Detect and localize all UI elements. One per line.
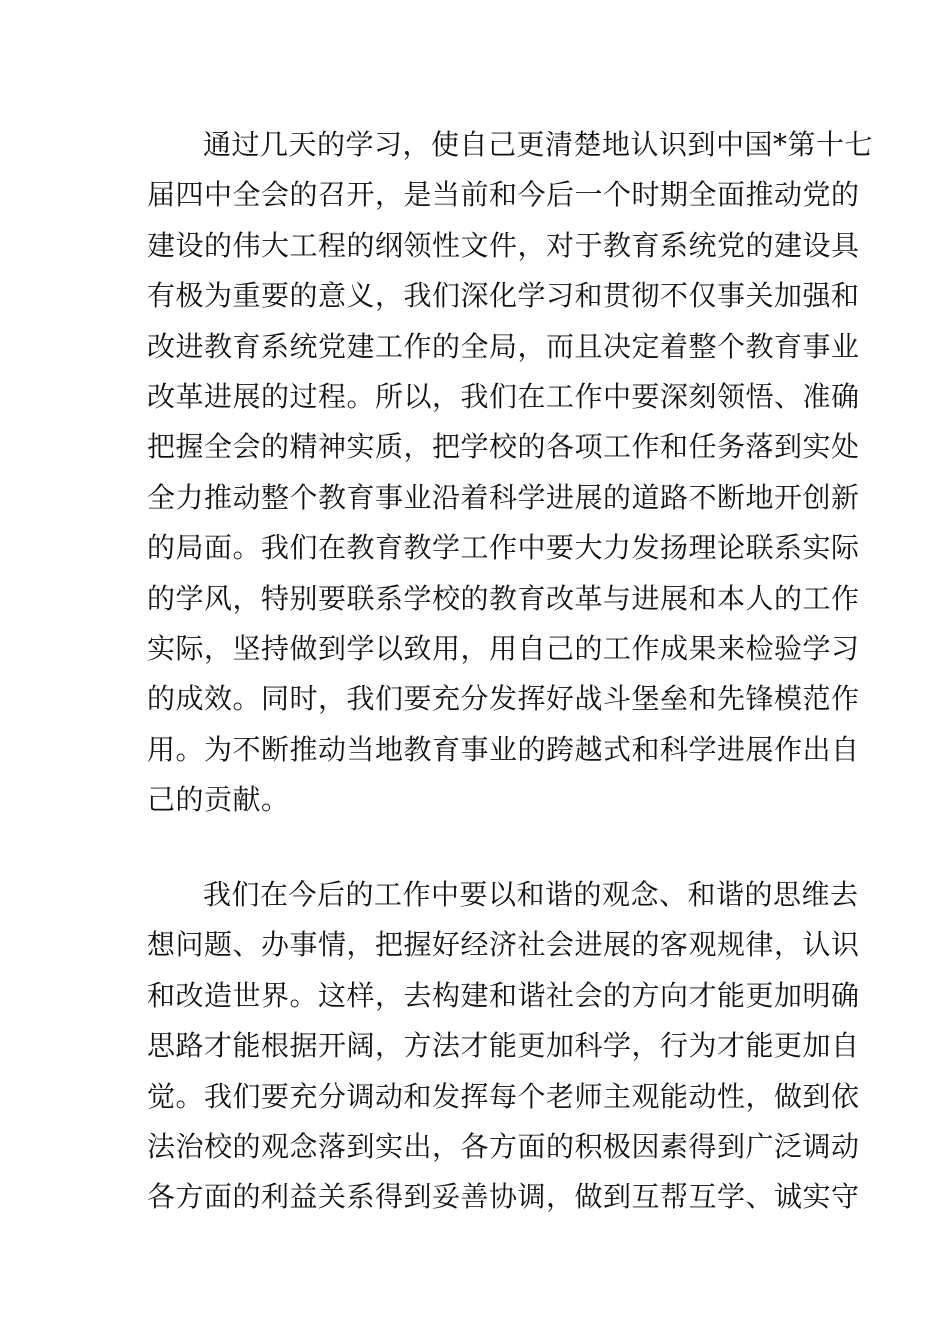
paragraph-1 bbox=[147, 120, 874, 825]
text-line: 法治校的观念落到实出，各方面的积极因素得到广泛调动 bbox=[147, 1129, 860, 1163]
text-line: 己的贡献。 bbox=[147, 783, 290, 817]
paragraph-2 bbox=[147, 870, 860, 1223]
text-line: 通过几天的学习，使自己更清楚地认识到中国*第十七 bbox=[203, 128, 874, 161]
text-line: 建设的伟大工程的纲领性文件，对于教育系统党的建设具 bbox=[147, 228, 860, 262]
text-line: 的成效。同时，我们要充分发挥好战斗堡垒和先锋模范作 bbox=[147, 682, 860, 716]
text-line: 届四中全会的召开，是当前和今后一个时期全面推动党的 bbox=[147, 178, 860, 212]
text-line: 全力推动整个教育事业沿着科学进展的道路不断地开创新 bbox=[147, 480, 860, 514]
text-line: 实际，坚持做到学以致用，用自己的工作成果来检验学习 bbox=[147, 631, 860, 665]
text-line: 各方面的利益关系得到妥善协调，做到互帮互学、诚实守 bbox=[147, 1180, 860, 1214]
text-line: 的学风，特别要联系学校的教育改革与进展和本人的工作 bbox=[147, 581, 860, 615]
text-line: 改进教育系统党建工作的全局，而且决定着整个教育事业 bbox=[147, 329, 860, 363]
text-line: 我们在今后的工作中要以和谐的观念、和谐的思维去 bbox=[203, 878, 859, 911]
text-line: 想问题、办事情，把握好经济社会进展的客观规律，认识 bbox=[147, 928, 860, 962]
text-line: 用。为不断推动当地教育事业的跨越式和科学进展作出自 bbox=[147, 732, 860, 766]
text-line: 有极为重要的意义，我们深化学习和贯彻不仅事关加强和 bbox=[147, 279, 860, 313]
text-line: 和改造世界。这样，去构建和谐社会的方向才能更加明确 bbox=[147, 978, 860, 1012]
text-line: 把握全会的精神实质，把学校的各项工作和任务落到实处 bbox=[147, 430, 860, 464]
text-line: 改革进展的过程。所以，我们在工作中要深刻领悟、准确 bbox=[147, 379, 860, 413]
text-line: 思路才能根据开阔，方法才能更加科学，行为才能更加自 bbox=[147, 1029, 860, 1063]
text-line: 觉。我们要充分调动和发挥每个老师主观能动性，做到依 bbox=[147, 1079, 860, 1113]
text-line: 的局面。我们在教育教学工作中要大力发扬理论联系实际 bbox=[147, 531, 860, 565]
